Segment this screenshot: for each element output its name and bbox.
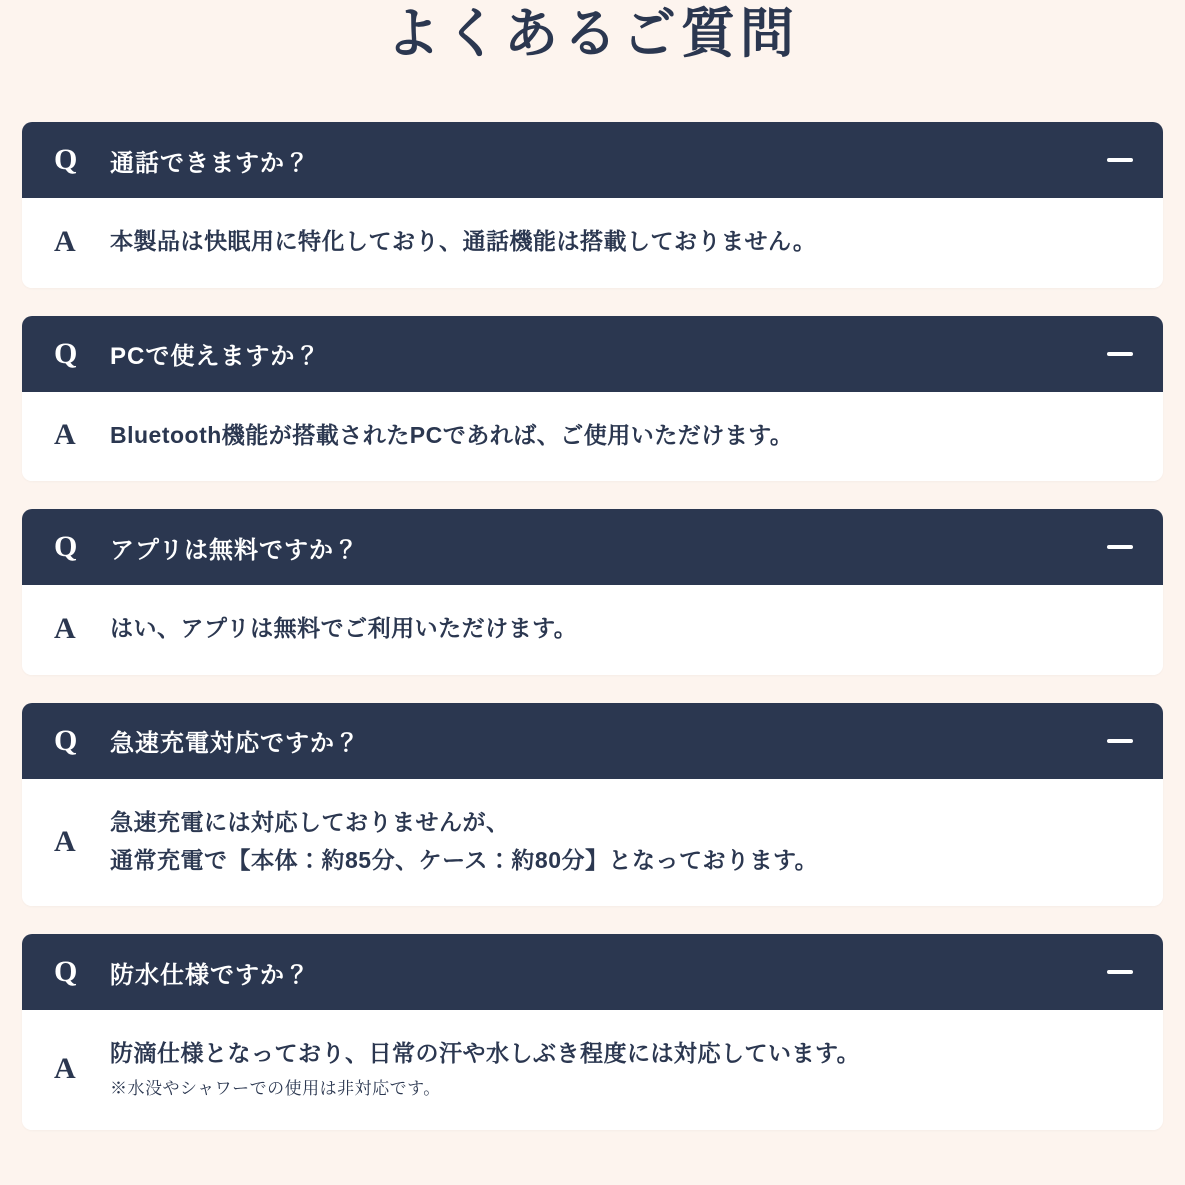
question-marker: Q	[54, 143, 78, 176]
minus-icon[interactable]	[1105, 339, 1135, 369]
faq-answer-text	[110, 805, 1135, 878]
question-marker: Q	[54, 530, 78, 564]
faq-item	[22, 509, 1163, 675]
question-marker: Q	[54, 723, 78, 757]
answer-marker: A	[54, 418, 76, 452]
faq-answer-row	[22, 198, 1163, 288]
faq-question-text: 防水仕様ですか？	[110, 961, 310, 989]
answer-line: 通常充電で【本体：約85分、ケース：約80分】となっております。	[110, 846, 819, 873]
faq-answer-row	[22, 585, 1163, 675]
faq-question-row[interactable]	[22, 316, 1163, 392]
faq-item	[22, 703, 1163, 906]
faq-question-text: アプリは無料ですか？	[110, 536, 360, 564]
answer-marker: A	[54, 612, 76, 646]
question-marker: Q	[54, 955, 78, 989]
minus-icon[interactable]	[1105, 145, 1135, 175]
faq-question-text: PCで使えますか？	[110, 343, 321, 371]
faq-list	[0, 122, 1185, 1130]
minus-icon[interactable]	[1105, 532, 1135, 562]
faq-question-row[interactable]	[22, 703, 1163, 779]
faq-question-row[interactable]	[22, 122, 1163, 198]
answer-line: 防滴仕様となっており、日常の汗や水しぶき程度には対応しています。	[110, 1040, 861, 1067]
minus-icon[interactable]	[1105, 726, 1135, 756]
faq-answer-text	[110, 224, 1135, 260]
question-marker: Q	[54, 336, 78, 370]
faq-answer-text	[110, 418, 1135, 454]
page-title: よくあるご質問	[386, 4, 799, 64]
answer-line: 急速充電には対応しておりませんが、	[110, 808, 510, 835]
answer-line: はい、アプリは無料でご利用いただけます。	[110, 615, 578, 642]
faq-answer-text	[110, 1036, 1135, 1102]
answer-marker: A	[54, 1052, 76, 1086]
answer-line: 本製品は快眠用に特化しており、通話機能は搭載しておりません。	[110, 228, 817, 254]
minus-icon[interactable]	[1105, 957, 1135, 987]
faq-item	[22, 122, 1163, 288]
faq-answer-row	[22, 392, 1163, 482]
faq-question-text: 通話できますか？	[110, 149, 310, 177]
answer-line: Bluetooth機能が搭載されたPCであれば、ご使用いただけます。	[110, 421, 794, 448]
faq-answer-row	[22, 1010, 1163, 1130]
faq-question-text: 急速充電対応ですか？	[110, 730, 360, 758]
faq-answer-row	[22, 779, 1163, 906]
answer-marker: A	[54, 224, 76, 258]
faq-answer-text	[110, 611, 1135, 647]
answer-marker: A	[54, 824, 76, 858]
faq-question-row[interactable]	[22, 934, 1163, 1010]
faq-question-row[interactable]	[22, 509, 1163, 585]
faq-item	[22, 316, 1163, 482]
faq-item	[22, 934, 1163, 1130]
answer-note: ※水没やシャワーでの使用は非対応です。	[110, 1078, 441, 1098]
